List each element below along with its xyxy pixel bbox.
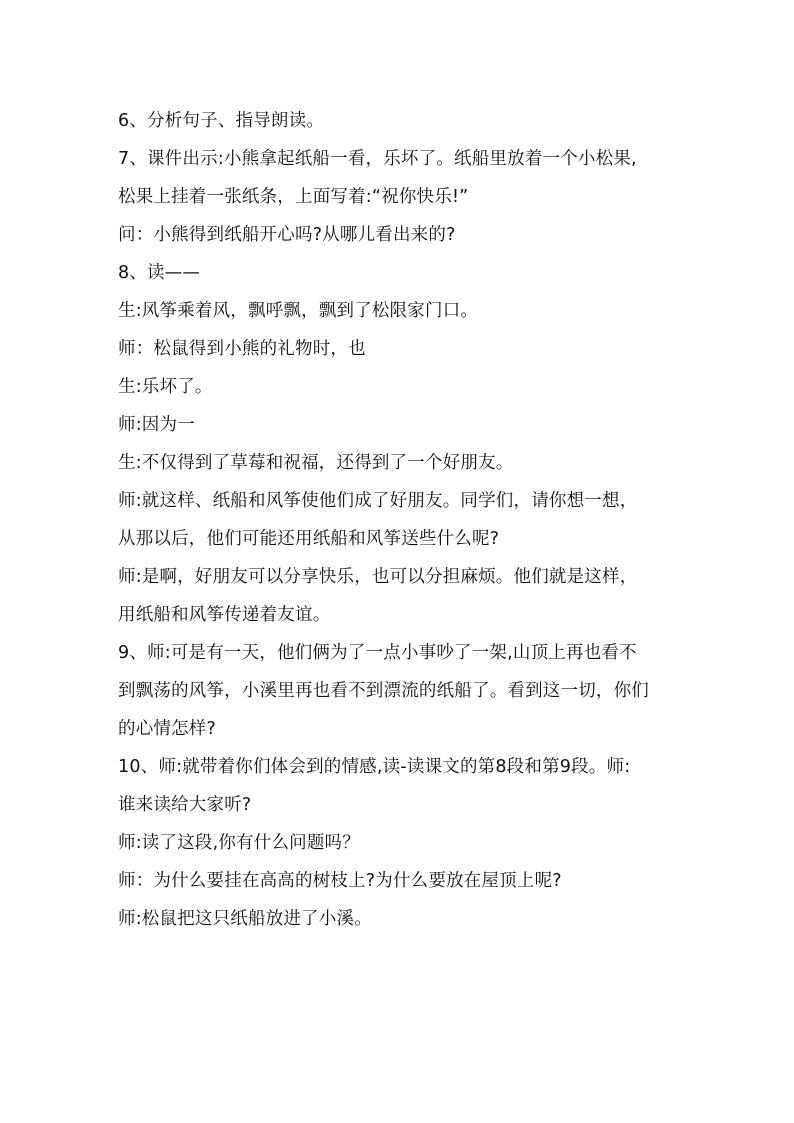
text-line: 6、分析句子、指导朗读。 xyxy=(118,111,325,131)
text-line: 师:就这样、纸船和风筝使他们成了好朋友。同学们，请你想一想， xyxy=(118,491,638,511)
text-line: 的心情怎样? xyxy=(118,719,216,739)
text-line: 用纸船和风筝传递着友谊。 xyxy=(118,605,331,625)
text-line: 到飘荡的风筝，小溪里再也看不到漂流的纸船了。看到这一切，你们 xyxy=(118,681,649,701)
text-line: 问：小熊得到纸船开心吗?从哪儿看出来的? xyxy=(118,225,456,245)
text-line: 生:乐坏了。 xyxy=(118,377,213,397)
text-line: 8、读—— xyxy=(118,263,201,283)
text-line: 师:松鼠把这只纸船放进了小溪。 xyxy=(118,909,372,929)
text-line: 生:风筝乘着风，飘呼飘，飘到了松限家门口。 xyxy=(118,301,479,321)
text-line: 9、师:可是有一天，他们俩为了一点小事吵了一架,山顶上再也看不 xyxy=(118,643,637,663)
text-line: 生:不仅得到了草莓和祝福，还得到了一个好朋友。 xyxy=(118,453,514,473)
text-line: 谁来读给大家听? xyxy=(118,795,252,815)
text-line: 10、师:就带着你们体会到的情感,读-读课文的第8段和第9段。师: xyxy=(118,757,631,777)
text-line: 师：为什么要挂在高高的树枝上?为什么要放在屋顶上呢? xyxy=(118,871,562,891)
text-line: 师：松鼠得到小熊的礼物时，也 xyxy=(118,339,366,359)
text-line: 师:因为一 xyxy=(118,415,195,435)
text-line: 7、课件出示:小熊拿起纸船一看，乐坏了。纸船里放着一个小松果, xyxy=(118,149,637,169)
text-line: 松果上挂着一张纸条，上面写着:“祝你快乐!” xyxy=(118,187,469,207)
text-line: 从那以后，他们可能还用纸船和风筝送些什么呢? xyxy=(118,529,500,549)
text-line: 师:读了这段,你有什么问题吗？ xyxy=(118,833,360,853)
document-body xyxy=(118,102,678,938)
text-line: 师:是啊，好朋友可以分享快乐，也可以分担麻烦。他们就是这样， xyxy=(118,567,638,587)
